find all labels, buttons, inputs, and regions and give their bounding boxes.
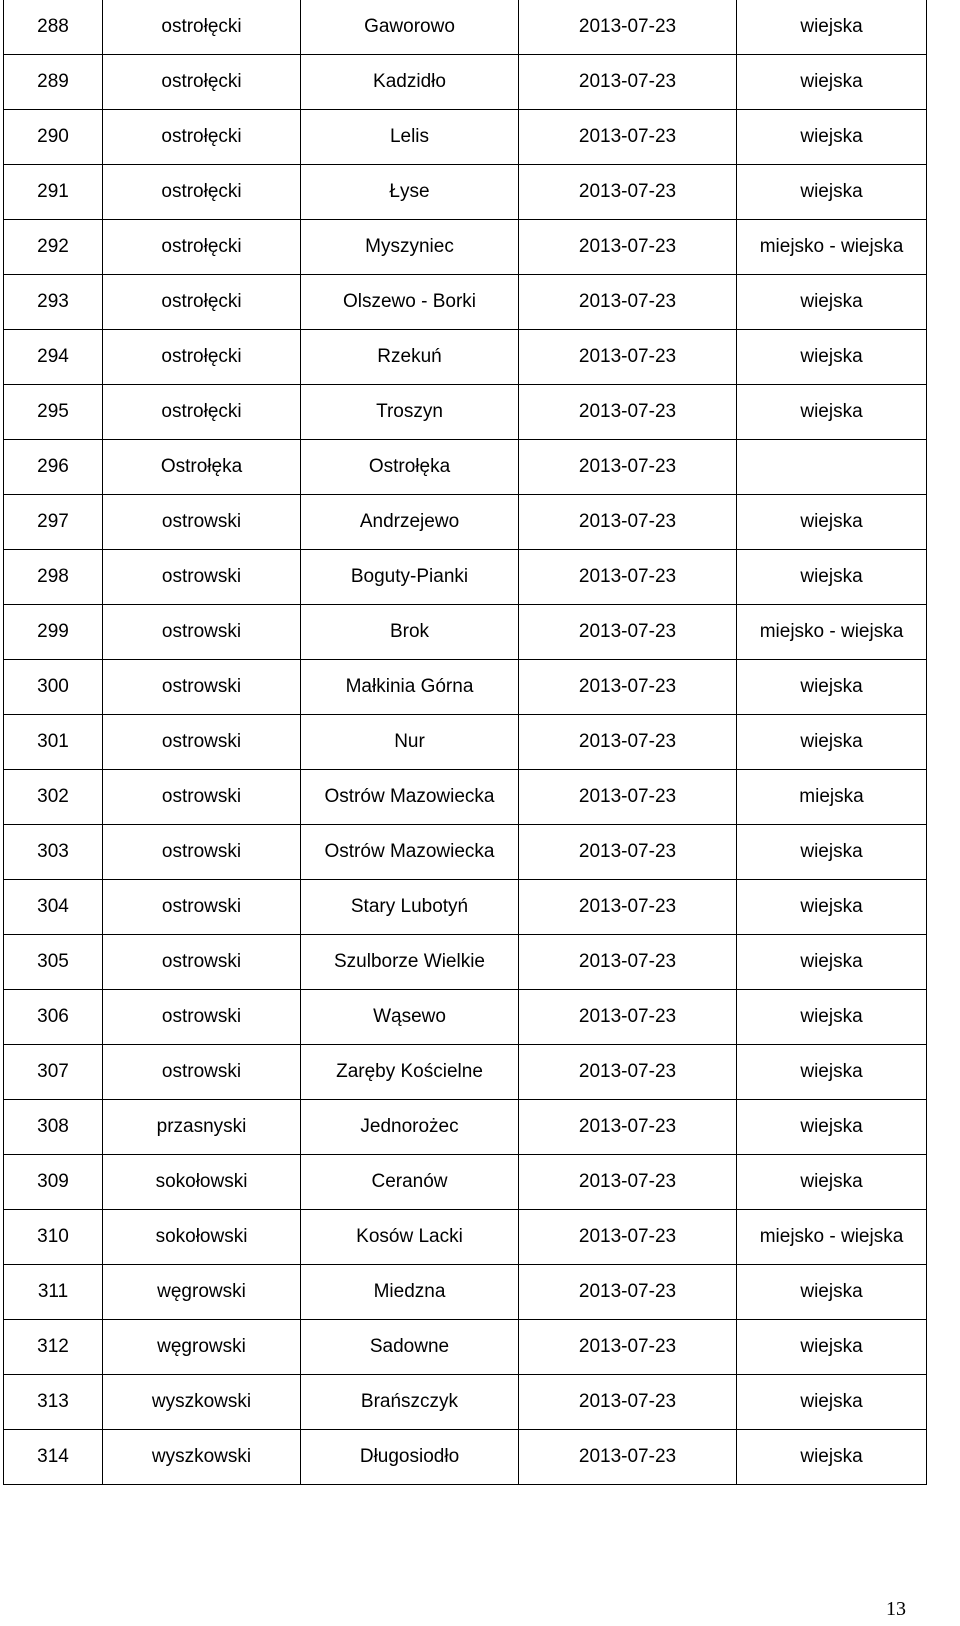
commune-cell: Małkinia Górna (301, 660, 519, 715)
row-number-cell: 310 (4, 1210, 103, 1265)
table-row (4, 1210, 927, 1265)
date-cell: 2013-07-23 (519, 275, 737, 330)
commune-type-cell: miejsko - wiejska (737, 1210, 927, 1265)
table-row (4, 0, 927, 55)
commune-cell: Troszyn (301, 385, 519, 440)
commune-cell: Rzekuń (301, 330, 519, 385)
commune-cell: Brańszczyk (301, 1375, 519, 1430)
date-cell: 2013-07-23 (519, 495, 737, 550)
commune-type-cell: wiejska (737, 880, 927, 935)
date-cell: 2013-07-23 (519, 990, 737, 1045)
commune-type-cell: wiejska (737, 1320, 927, 1375)
commune-cell: Kadzidło (301, 55, 519, 110)
row-number-cell: 302 (4, 770, 103, 825)
commune-cell: Sadowne (301, 1320, 519, 1375)
row-number-cell: 294 (4, 330, 103, 385)
county-cell: ostrowski (103, 1045, 301, 1100)
commune-cell: Szulborze Wielkie (301, 935, 519, 990)
table-row (4, 880, 927, 935)
date-cell: 2013-07-23 (519, 550, 737, 605)
row-number-cell: 293 (4, 275, 103, 330)
commune-type-cell: wiejska (737, 110, 927, 165)
table-row (4, 825, 927, 880)
commune-cell: Nur (301, 715, 519, 770)
commune-cell: Długosiodło (301, 1430, 519, 1485)
date-cell: 2013-07-23 (519, 165, 737, 220)
commune-cell: Olszewo - Borki (301, 275, 519, 330)
commune-cell: Boguty-Pianki (301, 550, 519, 605)
commune-type-cell: miejsko - wiejska (737, 605, 927, 660)
table-row (4, 1045, 927, 1100)
date-cell: 2013-07-23 (519, 220, 737, 275)
table-row (4, 1100, 927, 1155)
row-number-cell: 288 (4, 0, 103, 55)
date-cell: 2013-07-23 (519, 1155, 737, 1210)
table-row (4, 715, 927, 770)
county-cell: ostrołęcki (103, 0, 301, 55)
commune-cell: Ostrów Mazowiecka (301, 770, 519, 825)
table-row (4, 1265, 927, 1320)
table-row (4, 660, 927, 715)
row-number-cell: 309 (4, 1155, 103, 1210)
county-cell: ostrowski (103, 715, 301, 770)
commune-type-cell: wiejska (737, 330, 927, 385)
row-number-cell: 311 (4, 1265, 103, 1320)
county-cell: ostrowski (103, 935, 301, 990)
date-cell: 2013-07-23 (519, 715, 737, 770)
row-number-cell: 301 (4, 715, 103, 770)
commune-type-cell: wiejska (737, 1265, 927, 1320)
page-number: 13 (886, 1598, 906, 1620)
row-number-cell: 289 (4, 55, 103, 110)
table-row (4, 440, 927, 495)
table-body (4, 0, 927, 1485)
commune-type-cell: wiejska (737, 550, 927, 605)
commune-cell: Kosów Lacki (301, 1210, 519, 1265)
county-cell: ostrowski (103, 825, 301, 880)
county-cell: ostrowski (103, 605, 301, 660)
commune-type-cell: wiejska (737, 55, 927, 110)
date-cell: 2013-07-23 (519, 1210, 737, 1265)
commune-cell: Miedzna (301, 1265, 519, 1320)
row-number-cell: 307 (4, 1045, 103, 1100)
table-row (4, 770, 927, 825)
commune-type-cell: miejsko - wiejska (737, 220, 927, 275)
county-cell: wyszkowski (103, 1430, 301, 1485)
county-cell: przasnyski (103, 1100, 301, 1155)
county-cell: ostrowski (103, 770, 301, 825)
row-number-cell: 295 (4, 385, 103, 440)
table-row (4, 110, 927, 165)
commune-type-cell: wiejska (737, 660, 927, 715)
county-cell: ostrołęcki (103, 275, 301, 330)
county-cell: węgrowski (103, 1265, 301, 1320)
commune-cell: Ostrów Mazowiecka (301, 825, 519, 880)
row-number-cell: 305 (4, 935, 103, 990)
commune-cell: Jednorożec (301, 1100, 519, 1155)
date-cell: 2013-07-23 (519, 770, 737, 825)
date-cell: 2013-07-23 (519, 1430, 737, 1485)
date-cell: 2013-07-23 (519, 330, 737, 385)
date-cell: 2013-07-23 (519, 880, 737, 935)
row-number-cell: 296 (4, 440, 103, 495)
date-cell: 2013-07-23 (519, 1265, 737, 1320)
row-number-cell: 292 (4, 220, 103, 275)
row-number-cell: 308 (4, 1100, 103, 1155)
county-cell: węgrowski (103, 1320, 301, 1375)
commune-type-cell: wiejska (737, 275, 927, 330)
row-number-cell: 314 (4, 1430, 103, 1485)
date-cell: 2013-07-23 (519, 825, 737, 880)
table-row (4, 1430, 927, 1485)
table-row (4, 275, 927, 330)
commune-cell: Lelis (301, 110, 519, 165)
table-row (4, 385, 927, 440)
commune-cell: Brok (301, 605, 519, 660)
table-row (4, 55, 927, 110)
table-row (4, 1320, 927, 1375)
commune-type-cell: miejska (737, 770, 927, 825)
commune-type-cell: wiejska (737, 385, 927, 440)
table-row (4, 495, 927, 550)
commune-type-cell: wiejska (737, 715, 927, 770)
commune-type-cell: wiejska (737, 1375, 927, 1430)
row-number-cell: 300 (4, 660, 103, 715)
commune-type-cell: wiejska (737, 1430, 927, 1485)
commune-cell: Zaręby Kościelne (301, 1045, 519, 1100)
county-cell: Ostrołęka (103, 440, 301, 495)
commune-type-cell: wiejska (737, 990, 927, 1045)
date-cell: 2013-07-23 (519, 605, 737, 660)
row-number-cell: 298 (4, 550, 103, 605)
row-number-cell: 297 (4, 495, 103, 550)
table-row (4, 1155, 927, 1210)
date-cell: 2013-07-23 (519, 1320, 737, 1375)
table-row (4, 1375, 927, 1430)
commune-cell: Myszyniec (301, 220, 519, 275)
date-cell: 2013-07-23 (519, 110, 737, 165)
date-cell: 2013-07-23 (519, 1045, 737, 1100)
commune-type-cell: wiejska (737, 165, 927, 220)
commune-cell: Andrzejewo (301, 495, 519, 550)
commune-type-cell (737, 440, 927, 495)
commune-cell: Stary Lubotyń (301, 880, 519, 935)
county-cell: ostrołęcki (103, 55, 301, 110)
commune-type-cell: wiejska (737, 1045, 927, 1100)
date-cell: 2013-07-23 (519, 1100, 737, 1155)
row-number-cell: 306 (4, 990, 103, 1045)
commune-type-cell: wiejska (737, 1155, 927, 1210)
row-number-cell: 313 (4, 1375, 103, 1430)
date-cell: 2013-07-23 (519, 55, 737, 110)
row-number-cell: 291 (4, 165, 103, 220)
date-cell: 2013-07-23 (519, 660, 737, 715)
row-number-cell: 303 (4, 825, 103, 880)
table-row (4, 165, 927, 220)
county-cell: ostrowski (103, 990, 301, 1045)
row-number-cell: 299 (4, 605, 103, 660)
commune-cell: Ceranów (301, 1155, 519, 1210)
commune-type-cell: wiejska (737, 0, 927, 55)
table-row (4, 935, 927, 990)
row-number-cell: 304 (4, 880, 103, 935)
table-row (4, 605, 927, 660)
municipality-table (3, 0, 927, 1485)
county-cell: ostrołęcki (103, 165, 301, 220)
commune-type-cell: wiejska (737, 1100, 927, 1155)
county-cell: ostrowski (103, 495, 301, 550)
county-cell: sokołowski (103, 1210, 301, 1265)
commune-type-cell: wiejska (737, 495, 927, 550)
row-number-cell: 312 (4, 1320, 103, 1375)
commune-cell: Łyse (301, 165, 519, 220)
county-cell: ostrołęcki (103, 220, 301, 275)
county-cell: wyszkowski (103, 1375, 301, 1430)
commune-type-cell: wiejska (737, 825, 927, 880)
county-cell: ostrołęcki (103, 385, 301, 440)
county-cell: ostrowski (103, 880, 301, 935)
date-cell: 2013-07-23 (519, 440, 737, 495)
county-cell: ostrowski (103, 550, 301, 605)
county-cell: sokołowski (103, 1155, 301, 1210)
table-row (4, 550, 927, 605)
table-row (4, 330, 927, 385)
table-row (4, 220, 927, 275)
table-row (4, 990, 927, 1045)
county-cell: ostrowski (103, 660, 301, 715)
row-number-cell: 290 (4, 110, 103, 165)
date-cell: 2013-07-23 (519, 385, 737, 440)
commune-cell: Gaworowo (301, 0, 519, 55)
commune-type-cell: wiejska (737, 935, 927, 990)
county-cell: ostrołęcki (103, 330, 301, 385)
date-cell: 2013-07-23 (519, 935, 737, 990)
county-cell: ostrołęcki (103, 110, 301, 165)
commune-cell: Ostrołęka (301, 440, 519, 495)
commune-cell: Wąsewo (301, 990, 519, 1045)
date-cell: 2013-07-23 (519, 0, 737, 55)
date-cell: 2013-07-23 (519, 1375, 737, 1430)
